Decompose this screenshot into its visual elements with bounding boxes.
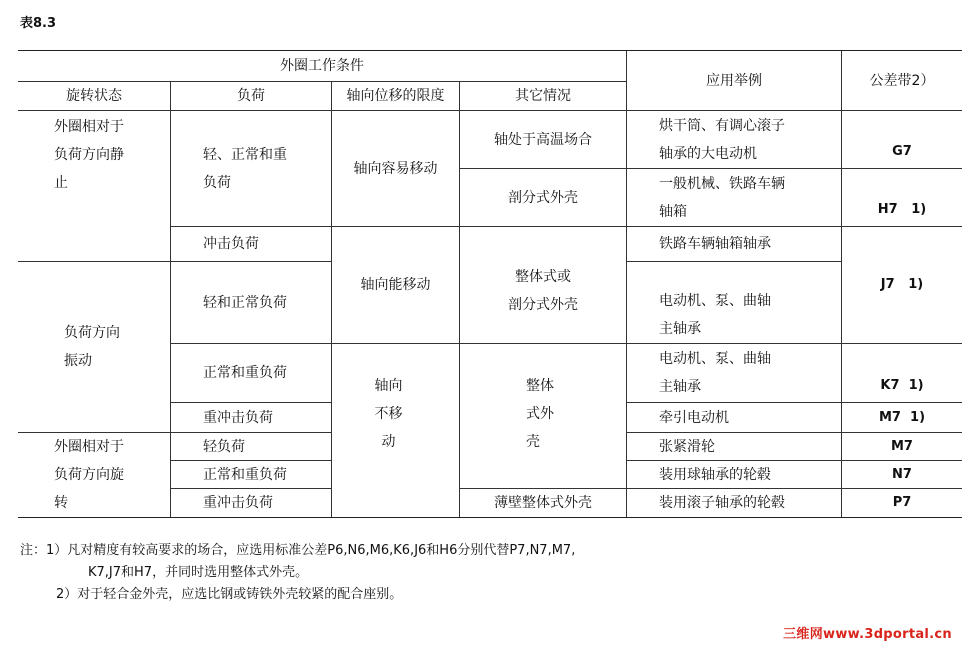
header-tolerance: 公差带2） — [842, 51, 962, 111]
app-general-machinery: 一般机械、铁路车辆 轴箱 — [627, 169, 842, 227]
app-traction-motor: 牵引电动机 — [627, 403, 842, 433]
axial-easy-move: 轴向容易移动 — [332, 111, 460, 227]
app-dryer-motor: 烘干筒、有调心滚子 轴承的大电动机 — [627, 111, 842, 169]
load-normal-heavy-2: 正常和重负荷 — [171, 461, 332, 489]
tol-h7: H7 1) — [842, 169, 962, 227]
tol-p7: P7 — [892, 495, 912, 510]
load-heavy-impact: 重冲击负荷 — [171, 403, 332, 433]
load-impact: 冲击负荷 — [171, 227, 332, 262]
note-line-3: 2）对于轻合金外壳，应选比钢或铸铁外壳较紧的配合座别。 — [56, 587, 403, 602]
axial-can-move: 轴向能移动 — [332, 227, 460, 344]
app-motor-pump-2: 电动机、泵、曲轴 主轴承 — [627, 344, 842, 403]
other-split-housing: 剖分式外壳 — [460, 169, 627, 227]
tol-m7-2: M7 — [842, 433, 962, 461]
load-heavy-impact-2: 重冲击负荷 — [171, 489, 332, 517]
tolerance-table — [18, 50, 962, 518]
note-line-2: K7,J7和H7，并同时选用整体式外壳。 — [88, 565, 309, 580]
tol-g7: G7 — [842, 111, 962, 169]
other-thin-wall: 薄壁整体式外壳 — [460, 489, 627, 517]
app-tension-pulley: 张紧滑轮 — [627, 433, 842, 461]
tol-m7-1: M7 1) — [842, 403, 962, 433]
tol-k7: K7 1) — [842, 344, 962, 403]
header-rotation-state: 旋转状态 — [18, 82, 171, 111]
app-ball-bearing-hub: 装用球轴承的轮毂 — [627, 461, 842, 489]
header-application: 应用举例 — [627, 51, 842, 111]
other-high-temp: 轴处于高温场合 — [460, 111, 627, 169]
site-watermark: 三维网www.3dportal.cn — [783, 627, 952, 642]
state-stationary: 外圈相对于 负荷方向静 止 — [18, 111, 171, 262]
state-rotating: 外圈相对于 负荷方向旋 转 — [18, 433, 171, 517]
load-light-normal-heavy: 轻、正常和重 负荷 — [171, 111, 332, 227]
app-railway-axlebox: 铁路车辆轴箱轴承 — [627, 227, 842, 262]
tol-j7: J7 1) — [842, 227, 962, 344]
app-roller-bearing-hub: 装用滚子轴承的轮毂 — [627, 489, 842, 517]
table-notes — [20, 540, 575, 606]
axial-not-movable: 轴向 不移 动 — [332, 344, 460, 517]
header-outer-ring-conditions: 外圈工作条件 — [18, 51, 627, 82]
table-caption: 表8.3 — [20, 16, 57, 31]
other-solid-housing: 整体 式外 壳 — [460, 344, 627, 489]
header-load: 负荷 — [171, 82, 332, 111]
load-light: 轻负荷 — [171, 433, 332, 461]
app-motor-pump-1: 电动机、泵、曲轴 主轴承 — [627, 262, 842, 344]
header-axial-limit: 轴向位移的限度 — [332, 82, 460, 111]
load-light-normal: 轻和正常负荷 — [171, 262, 332, 344]
other-solid-or-split: 整体式或 剖分式外壳 — [460, 227, 627, 344]
state-oscillating: 负荷方向 振动 — [18, 262, 171, 433]
note-line-1: 注：1）凡对精度有较高要求的场合，应选用标准公差P6,N6,M6,K6,J6和H6分别代替P7,N7,M7, — [20, 543, 576, 558]
tol-n7: N7 — [842, 461, 962, 489]
header-other: 其它情况 — [460, 82, 627, 111]
load-normal-heavy: 正常和重负荷 — [171, 344, 332, 403]
